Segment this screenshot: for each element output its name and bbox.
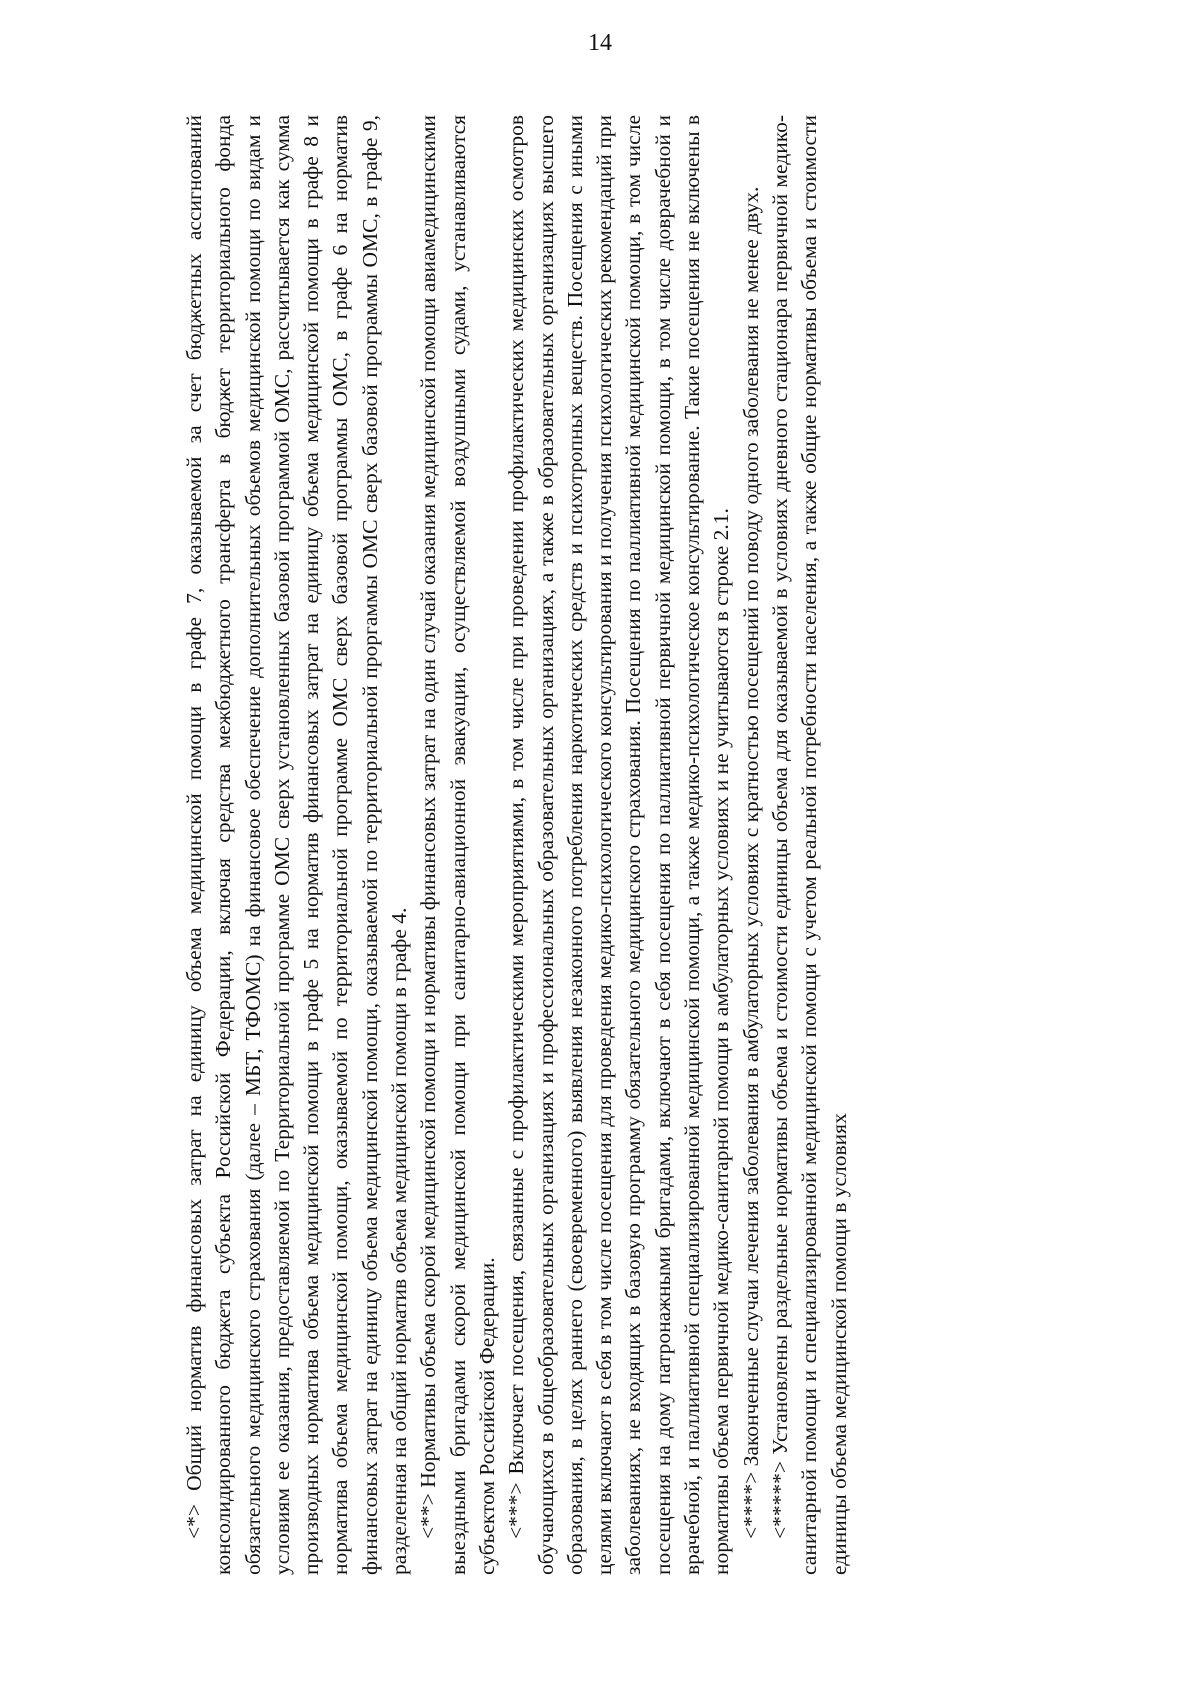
footnote-marker: <**>	[416, 1493, 441, 1539]
footnote-text: Включает посещения, связанные с профилактическими мероприятиями, в том числе при проведении профилактических медицинских осмотров обучающихся в общеобразовательных организациях и профессиональных образовательных организациях, а также в образовательных организациях высшего образования, в целях раннего (своевременного) выявления незаконного потребления наркотических средств и психотропных веществ. Посещения с иными целями включают в себя в том числе посещения для проведения медико-психологического консультирования и получения психологических рекомендаций при заболеваниях, не входящих в базовую программу обязательного медицинского страхования. Посещения по паллиативной медицинской помощи, в том числе посещения на дому патронажными бригадами, включают в себя посещения по паллиативной первичной медицинской помощи, в том числе доврачебной и врачебной, и паллиативной специализированной медицинской помощи, а также медико-психологическое консультирование. Такие посещения не включены в нормативы объема первичной медико-санитарной помощи в амбулаторных условиях и не учитываются в строке 2.1.	[504, 115, 734, 1575]
footnote-4	[737, 115, 766, 1575]
footnote-marker: <***>	[504, 1482, 529, 1539]
footnote-text: Нормативы объема скорой медицинской помощи и нормативы финансовых затрат на один случай оказания медицинской помощи авиамедицинскими выездными бригадами скорой медицинской помощи при санитарно-авиационной эвакуации, осуществляемой воздушными судами, устанавливаются субъектом Российской Федерации.	[416, 115, 499, 1575]
footnote-1	[180, 115, 414, 1575]
footnote-3	[502, 115, 736, 1575]
footnote-2	[414, 115, 502, 1575]
footnote-text: Общий норматив финансовых затрат на единицу объема медицинской помощи в графе 7, оказываемой за счет бюджетных ассигнований консолидированного бюджета субъекта Российской Федерации, включая средства межбюджетного трансферта в бюджет территориального фонда обязательного медицинского страхования (далее – МБТ, ТФОМС) на финансовое обеспечение дополнительных объемов медицинской помощи по видам и условиям ее оказания, предоставляемой по Территориальной программе ОМС сверх установленных базовой программой ОМС, рассчитывается как сумма производных норматива объема медицинской помощи в графе 5 на норматив финансовых затрат на единицу объема медицинской помощи в графе 8 и норматива объема медицинской помощи, оказываемой по территориальной программе ОМС сверх базовой программы ОМС, в графе 6 на норматив финансовых затрат на единицу объема медицинской помощи, оказываемой по территориальной проргаммы ОМС сверх базовой программы ОМС, в графе 9, разделенная на общий норматив объема медицинской помощи в графе 4.	[182, 115, 412, 1575]
footnote-marker: <*>	[182, 1503, 206, 1539]
footnote-marker: <****>	[738, 1471, 763, 1539]
footnote-5	[766, 115, 854, 1575]
footnote-text: Законченные случаи лечения заболевания в амбулаторных условиях с кратностью посещений по поводу одного заболевания не менее двух.	[738, 186, 763, 1472]
footnotes-text	[180, 115, 854, 1575]
footnote-text: Установлены раздельные нормативы объема и стоимости единицы объема для оказываемой в условиях дневного стационара первичной медико-санитарной помощи и специализированной медицинской помощи с учетом реальной потребности населения, а также общие нормативы объема и стоимости единицы объема медицинской помощи в условиях	[767, 115, 851, 1575]
footnote-marker: <*****>	[767, 1460, 792, 1539]
page-number: 14	[588, 30, 612, 56]
rotated-text-block	[180, 115, 1060, 1575]
